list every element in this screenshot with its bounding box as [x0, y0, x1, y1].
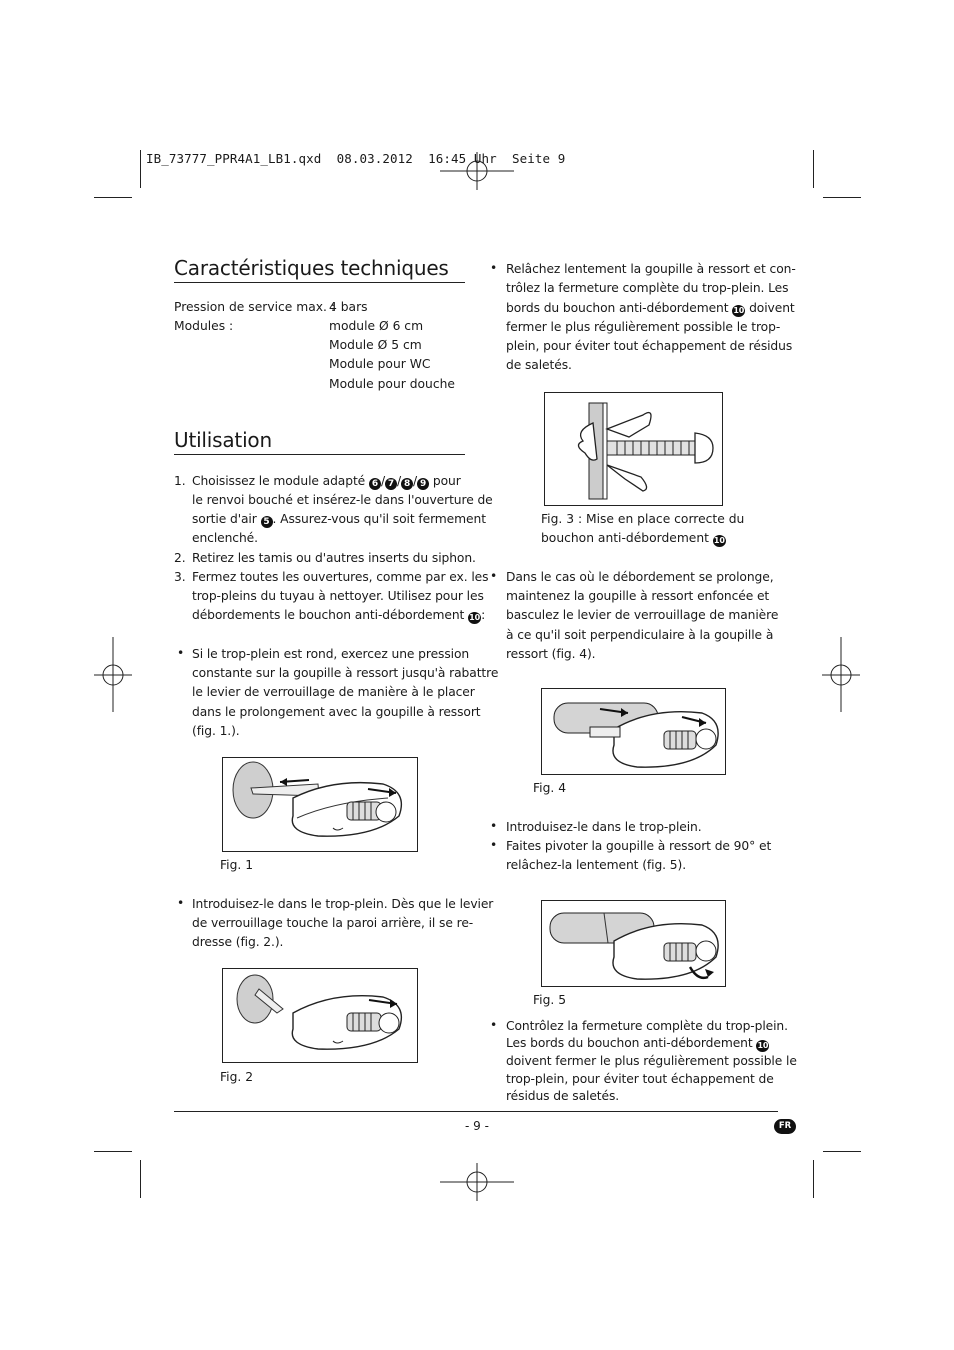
- print-slug: IB_73777_PPR4A1_LB1.qxd 08.03.2012 16:45 Uhr Seite 9: [146, 151, 566, 166]
- bullet-c-line: plein, pour éviter tout échappement de résidus: [506, 339, 793, 353]
- bullet-a-line: constante sur la goupille à ressort jusqu'à rabattre: [192, 666, 499, 680]
- figure-2: [222, 968, 418, 1063]
- figure-5: [541, 900, 726, 987]
- ref-badge: 7: [385, 478, 397, 490]
- bullet-c-line: bords du bouchon anti-débordement 10 doivent: [506, 301, 795, 315]
- bullet-b-line: dresse (fig. 2.).: [192, 935, 284, 949]
- spec-value: Module pour douche: [329, 377, 455, 391]
- spec-label: Pression de service max. :: [174, 300, 335, 314]
- bullet-b-line: Introduisez-le dans le trop-plein. Dès que le levier: [192, 897, 494, 911]
- ref-badge: 9: [417, 478, 429, 490]
- bullet-g-line: résidus de saletés.: [506, 1089, 620, 1103]
- ref-badge: 10: [733, 306, 745, 315]
- heading-rule: [174, 282, 465, 283]
- step-1-line: Choisissez le module adapté 6 / 7 / 8 / 9 pour: [192, 474, 461, 489]
- bullet-icon: •: [490, 819, 498, 833]
- step-3-line: Fermez toutes les ouvertures, comme par ex. les: [192, 570, 489, 584]
- figure-4: [541, 688, 726, 775]
- bullet-d-line: maintenez la goupille à ressort enfoncée et: [506, 589, 770, 603]
- spec-value: Module Ø 5 cm: [329, 338, 422, 352]
- figure-1-caption: Fig. 1: [220, 858, 254, 872]
- bullet-d-line: Dans le cas où le débordement se prolonge,: [506, 570, 774, 584]
- figure-2-caption: Fig. 2: [220, 1070, 254, 1084]
- bullet-icon: •: [490, 569, 498, 583]
- figure-4-caption: Fig. 4: [533, 781, 567, 795]
- spec-value: 4 bars: [329, 300, 368, 314]
- ref-badge: 10: [469, 613, 481, 622]
- bullet-icon: •: [490, 838, 498, 852]
- step-1-line: sortie d'air 5 . Assurez-vous qu'il soit fermement: [192, 512, 486, 527]
- spec-label: Modules :: [174, 319, 234, 333]
- page-number: - 9 -: [465, 1119, 489, 1133]
- step-3-line: trop-pleins du tuyau à nettoyer. Utilisez pour les: [192, 589, 484, 603]
- step-number: 2.: [174, 551, 186, 565]
- bullet-g-line: trop-plein, pour éviter tout échappement de: [506, 1072, 774, 1086]
- step-3-line: débordements le bouchon anti-débordement 10:: [192, 608, 486, 622]
- bullet-icon: •: [490, 1018, 498, 1032]
- figure-5-caption: Fig. 5: [533, 993, 567, 1007]
- step-2-line: Retirez les tamis ou d'autres inserts du siphon.: [192, 551, 476, 565]
- language-badge: FR: [774, 1119, 796, 1134]
- bullet-f-line: Faites pivoter la goupille à ressort de 90° et: [506, 839, 772, 853]
- ref-badge: 8: [401, 478, 413, 490]
- bullet-g-line: doivent fermer le plus régulièrement possible le: [506, 1054, 797, 1068]
- ref-badge: 6: [369, 478, 381, 490]
- bullet-icon: •: [490, 261, 498, 275]
- bullet-a-line: dans le prolongement avec la goupille à ressort: [192, 705, 481, 719]
- figure-3: [544, 392, 723, 506]
- figure-1: [222, 757, 418, 852]
- bullet-c-line: de saletés.: [506, 358, 572, 372]
- step-1-line: le renvoi bouché et insérez-le dans l'ouverture de: [192, 493, 493, 507]
- spec-value: Module pour WC: [329, 357, 431, 371]
- bullet-icon: •: [177, 896, 185, 910]
- step-number: 1.: [174, 474, 186, 488]
- step-1-line: enclenché.: [192, 531, 258, 545]
- bullet-c-line: trôlez la fermeture complète du trop-plein. Les: [506, 281, 789, 295]
- footer-rule: [174, 1111, 778, 1112]
- bullet-icon: •: [177, 646, 185, 660]
- heading-utilisation: Utilisation: [174, 428, 272, 452]
- figure-3-caption-line: bouchon anti-débordement 10: [541, 531, 725, 545]
- bullet-d-line: basculez le levier de verrouillage de manière: [506, 608, 779, 622]
- bullet-a-line: le levier de verrouillage de manière à le placer: [192, 685, 475, 699]
- bullet-g-line: Contrôlez la fermeture complète du trop-plein.: [506, 1019, 788, 1033]
- step-number: 3.: [174, 570, 186, 584]
- ref-badge: 10: [757, 1041, 769, 1050]
- ref-badge: 5: [261, 516, 273, 528]
- bullet-d-line: ressort (fig. 4).: [506, 647, 596, 661]
- bullet-e-line: Introduisez-le dans le trop-plein.: [506, 820, 702, 834]
- bullet-g-line: Les bords du bouchon anti-débordement 10: [506, 1036, 769, 1050]
- bullet-c-line: fermer le plus régulièrement possible le trop-: [506, 320, 781, 334]
- heading-technical-specs: Caractéristiques techniques: [174, 256, 449, 280]
- spec-value: module Ø 6 cm: [329, 319, 424, 333]
- bullet-d-line: à ce qu'il soit perpendiculaire à la goupille à: [506, 628, 774, 642]
- bullet-b-line: de verrouillage touche la paroi arrière, il se re-: [192, 916, 474, 930]
- bullet-f-line: relâchez-la lentement (fig. 5).: [506, 858, 687, 872]
- figure-3-caption-line: Fig. 3 : Mise en place correcte du: [541, 512, 745, 526]
- bullet-c-line: Relâchez lentement la goupille à ressort et con-: [506, 262, 796, 276]
- ref-badge: 10: [713, 536, 725, 545]
- heading-rule: [174, 454, 465, 455]
- bullet-a-line: Si le trop-plein est rond, exercez une pression: [192, 647, 470, 661]
- bullet-a-line: (fig. 1.).: [192, 724, 240, 738]
